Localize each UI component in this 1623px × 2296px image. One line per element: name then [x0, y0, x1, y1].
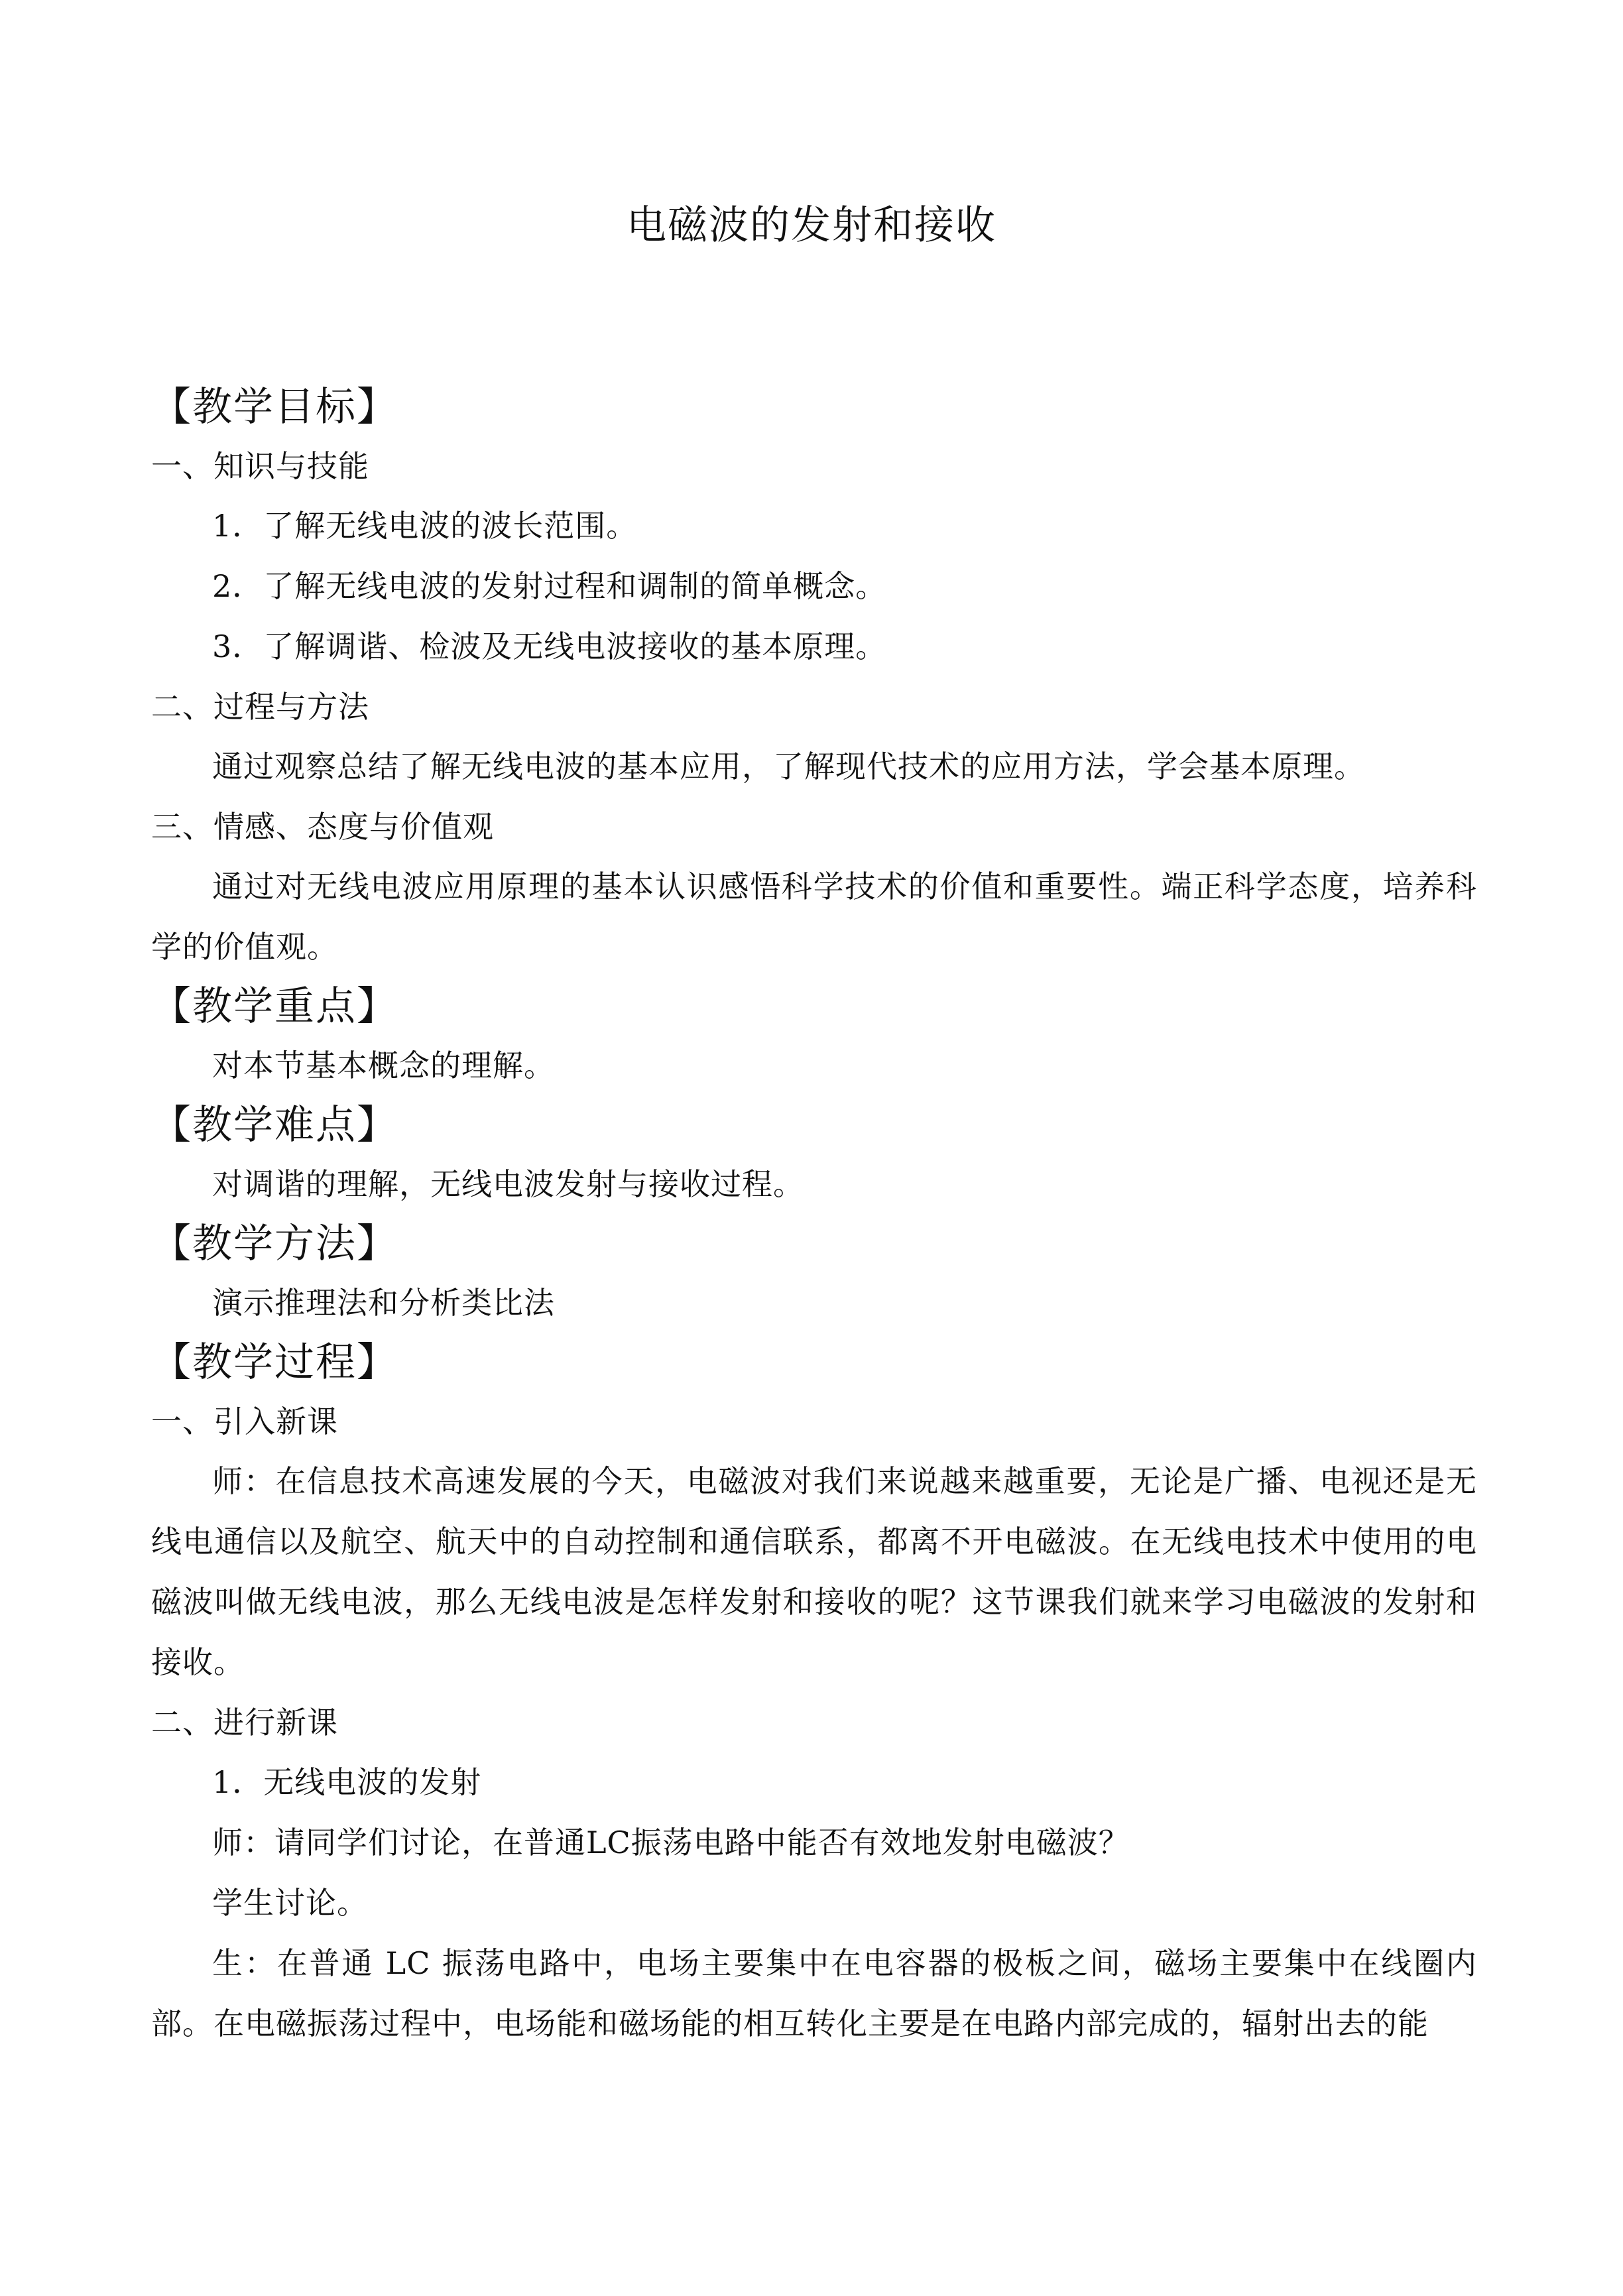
lesson-item-1: 1．无线电波的发射 [212, 1764, 482, 1800]
document-body [151, 378, 1477, 2054]
paragraph-process-methods: 通过观察总结了解无线电波的基本应用，了解现代技术的应用方法，学会基本原理。 [212, 749, 1365, 784]
heading-teaching-method: 【教学方法】 [151, 1221, 398, 1267]
paragraph-emotion-values: 通过对无线电波应用原理的基本认识感悟科学技术的价值和重要性。端正科学态度，培养科学的价值观。 [151, 869, 1477, 965]
goal-item-3: 3．了解调谐、检波及无线电波接收的基本原理。 [212, 629, 887, 664]
paragraph-teacher-question: 师：请同学们讨论，在普通LC振荡电路中能否有效地发射电磁波？ [212, 1825, 1130, 1860]
subheading-process-methods: 二、过程与方法 [151, 689, 369, 725]
subheading-emotion-values: 三、情感、态度与价值观 [151, 809, 494, 845]
paragraph-teaching-difficulty: 对调谐的理解，无线电波发射与接收过程。 [212, 1166, 804, 1202]
subheading-introduction: 一、引入新课 [151, 1404, 338, 1439]
subheading-knowledge-skills: 一、知识与技能 [151, 448, 369, 484]
paragraph-teaching-method: 演示推理法和分析类比法 [212, 1285, 555, 1321]
subheading-new-lesson: 二、进行新课 [151, 1705, 338, 1740]
goal-item-2: 2．了解无线电波的发射过程和调制的简单概念。 [212, 568, 887, 604]
paragraph-student-discussion: 学生讨论。 [212, 1885, 368, 1921]
heading-teaching-key: 【教学重点】 [151, 983, 398, 1030]
paragraph-introduction: 师：在信息技术高速发展的今天，电磁波对我们来说越来越重要，无论是广播、电视还是无线电通信以及航空、航天中的自动控制和通信联系，都离不开电磁波。在无线电技术中使用的电磁波叫做无线电波，那么无线电波是怎样发射和接收的呢？这节课我们就来学习电磁波的发射和接收。 [151, 1463, 1477, 1680]
paragraph-student-answer: 生：在普通 LC 振荡电路中，电场主要集中在电容器的极板之间，磁场主要集中在线圈内部。在电磁振荡过程中，电场能和磁场能的相互转化主要是在电路内部完成的，辐射出去的能 [151, 1945, 1477, 2041]
document-title: 电磁波的发射和接收 [627, 202, 996, 249]
heading-teaching-goals: 【教学目标】 [151, 384, 398, 430]
heading-teaching-process: 【教学过程】 [151, 1339, 398, 1386]
paragraph-teaching-key: 对本节基本概念的理解。 [212, 1048, 555, 1083]
goal-item-1: 1．了解无线电波的波长范围。 [212, 508, 638, 544]
heading-teaching-difficulty: 【教学难点】 [151, 1102, 398, 1148]
